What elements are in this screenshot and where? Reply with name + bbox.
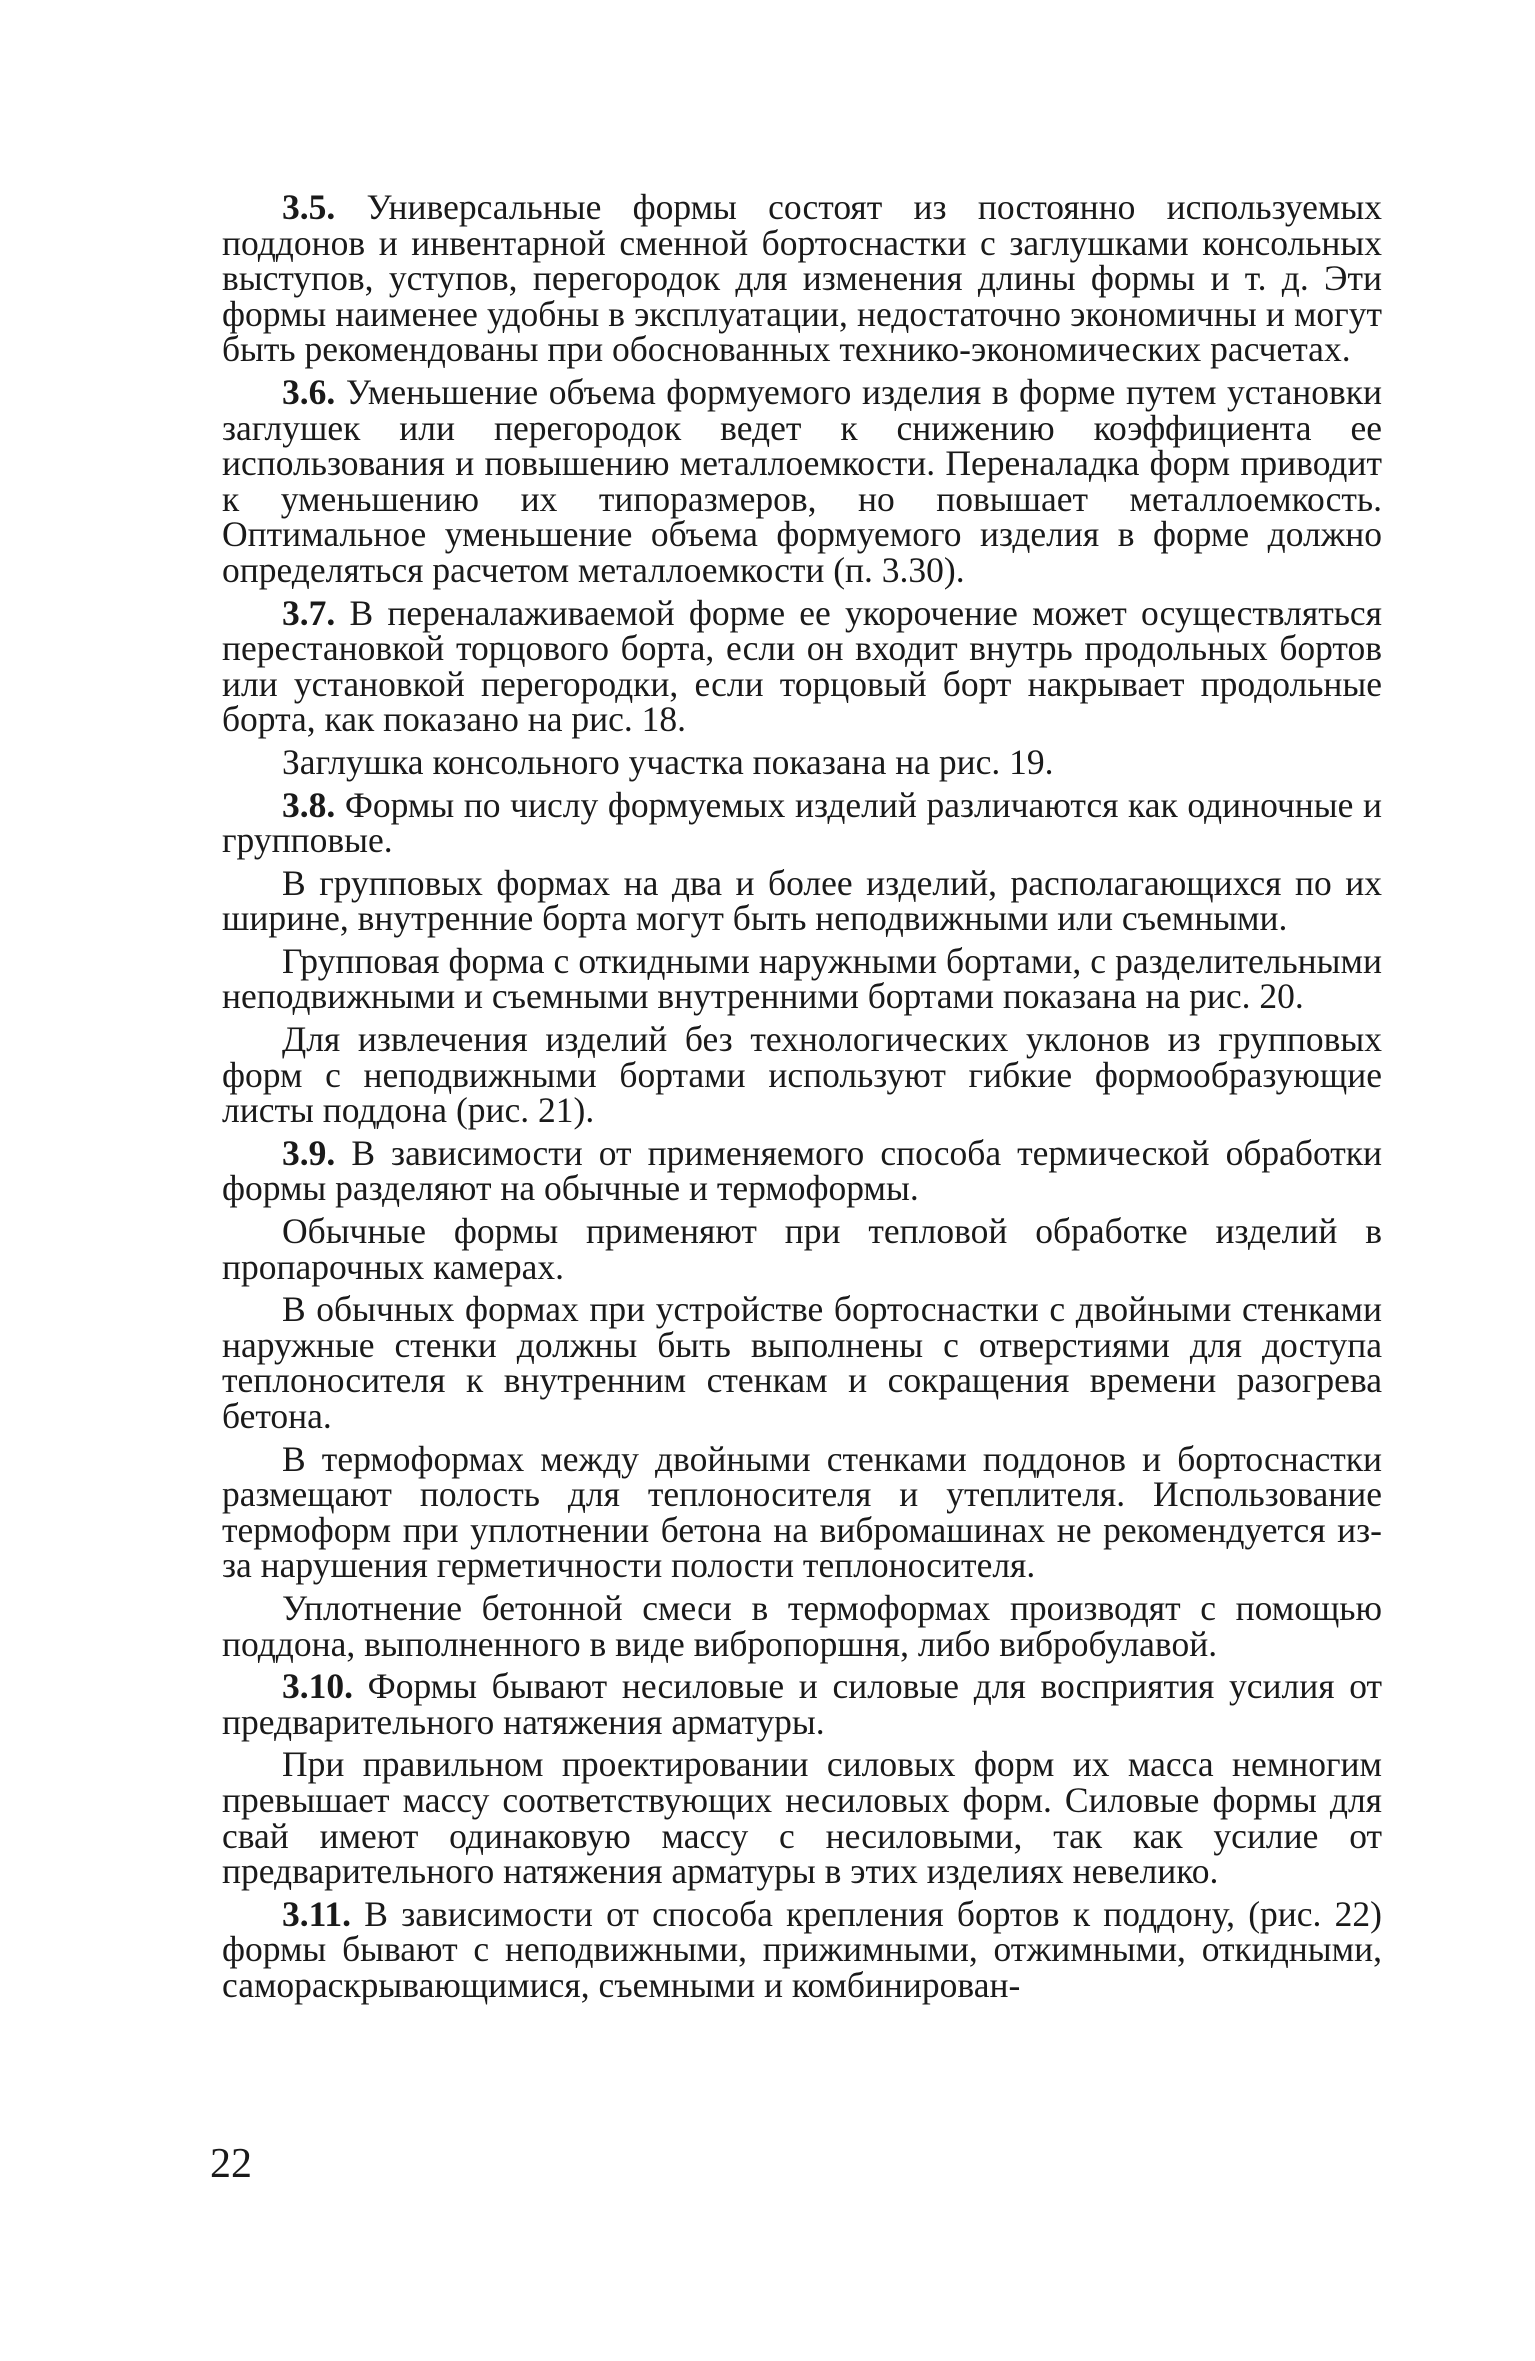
- clause-number: 3.6.: [282, 371, 336, 412]
- paragraph-3-9: [222, 1132, 1383, 1209]
- paragraph-text: Обычные формы применяют при тепловой обработке изделий в пропарочных камерах.: [222, 1211, 1382, 1287]
- paragraph-3-7: [222, 592, 1382, 740]
- paragraph-text: В зависимости от применяемого способа термической обработки формы разделяют на обычные и термоформы.: [222, 1132, 1383, 1209]
- clause-number: 3.9.: [282, 1132, 336, 1173]
- paragraph-3-8: [222, 784, 1382, 861]
- paragraph-text: Для извлечения изделий без технологических уклонов из групповых форм с неподвижными бортами используют гибкие формообразующие листы поддона (рис. 21).: [222, 1019, 1382, 1131]
- paragraph-text: Заглушка консольного участка показана на рис. 19.: [282, 741, 1054, 782]
- paragraph-3-11: [222, 1893, 1382, 2005]
- paragraph-text: В зависимости от способа крепления бортов к поддону, (рис. 22) формы бывают с неподвижными, прижимными, отжимными, откидными, самораскрывающимися, съемными и комбинирован-: [222, 1893, 1382, 2005]
- paragraph-text: При правильном проектировании силовых форм их масса немногим превышает массу соответствующих несиловых форм. Силовые формы для свай имеют одинаковую массу с несиловыми, так как усилие от предварительного натяжения арматуры в этих изделиях невелико.: [222, 1744, 1382, 1892]
- paragraph-text: В групповых формах на два и более изделий, располагающихся по их ширине, внутренние борта могут быть неподвижными или съемными.: [222, 862, 1382, 939]
- paragraph-group-forms: [222, 862, 1382, 939]
- paragraph-ordinary-forms: [222, 1211, 1382, 1287]
- clause-number: 3.11.: [282, 1893, 352, 1934]
- paragraph-compaction: [222, 1587, 1382, 1664]
- paragraph-extraction: [222, 1019, 1382, 1131]
- paragraph-text: Уплотнение бетонной смеси в термоформах производят с помощью поддона, выполненного в виде вибропоршня, либо вибробулавой.: [222, 1587, 1382, 1664]
- body-text: [222, 187, 1383, 2011]
- paragraph-text: Формы бывают несиловые и силовые для восприятия усилия от предварительного натяжения арматуры.: [222, 1666, 1382, 1742]
- paragraph-3-5: [222, 187, 1382, 370]
- paragraph-text: В обычных формах при устройстве бортоснастки с двойными стенками наружные стенки должны быть выполнены с отверстиями для доступа теплоносителя к внутренним стенкам и сокращения времени разогрева бетона.: [222, 1289, 1382, 1436]
- clause-number: 3.8.: [282, 784, 336, 825]
- paragraph-3-6: [222, 371, 1382, 590]
- paragraph-text: В переналаживаемой форме ее укорочение может осуществляться перестановкой торцового борта, если он входит внутрь продольных бортов или установкой перегородки, если торцовый борт накрывает продольные борта, как показано на рис. 18.: [222, 592, 1382, 740]
- paragraph-text: Универсальные формы состоят из постоянно используемых поддонов и инвентарной сменной бортоснастки с заглушками консольных выступов, уступов, перегородок для изменения длины формы и т. д. Эти формы наименее удобны в эксплуатации, недостаточно экономичны и могут быть рекомендованы при обоснованных технико-экономических расчетах.: [222, 187, 1382, 370]
- clause-number: 3.10.: [282, 1666, 353, 1707]
- paragraph-force-forms: [222, 1744, 1382, 1892]
- paragraph-group-form-fig20: [222, 940, 1382, 1017]
- paragraph-thermoforms: [222, 1438, 1382, 1586]
- paragraph-plug: [222, 741, 1382, 782]
- paragraph-text: Групповая форма с откидными наружными бортами, с разделительными неподвижными и съемными внутренними бортами показана на рис. 20.: [222, 940, 1382, 1017]
- paragraph-double-walls: [222, 1289, 1382, 1436]
- page-number: 22: [210, 2141, 252, 2187]
- clause-number: 3.5.: [282, 187, 336, 227]
- clause-number: 3.7.: [282, 592, 336, 633]
- paragraph-3-10: [222, 1666, 1382, 1742]
- paragraph-text: Формы по числу формуемых изделий различаются как одиночные и групповые.: [222, 784, 1382, 861]
- paragraph-text: Уменьшение объема формуемого изделия в форме путем установки заглушек или перегородок ведет к снижению коэффициента ее использования и повышению металлоемкости. Переналадка форм приводит к уменьшению их типоразмеров, но повышает металлоемкость. Оптимальное уменьшение объема формуемого изделия в форме должно определяться расчетом металлоемкости (п. 3.30).: [222, 371, 1382, 590]
- paragraph-text: В термоформах между двойными стенками поддонов и бортоснастки размещают полость для теплоносителя и утеплителя. Использование термоформ при уплотнении бетона на вибромашинах не рекомендуется из-за нарушения герметичности полости теплоносителя.: [222, 1438, 1382, 1586]
